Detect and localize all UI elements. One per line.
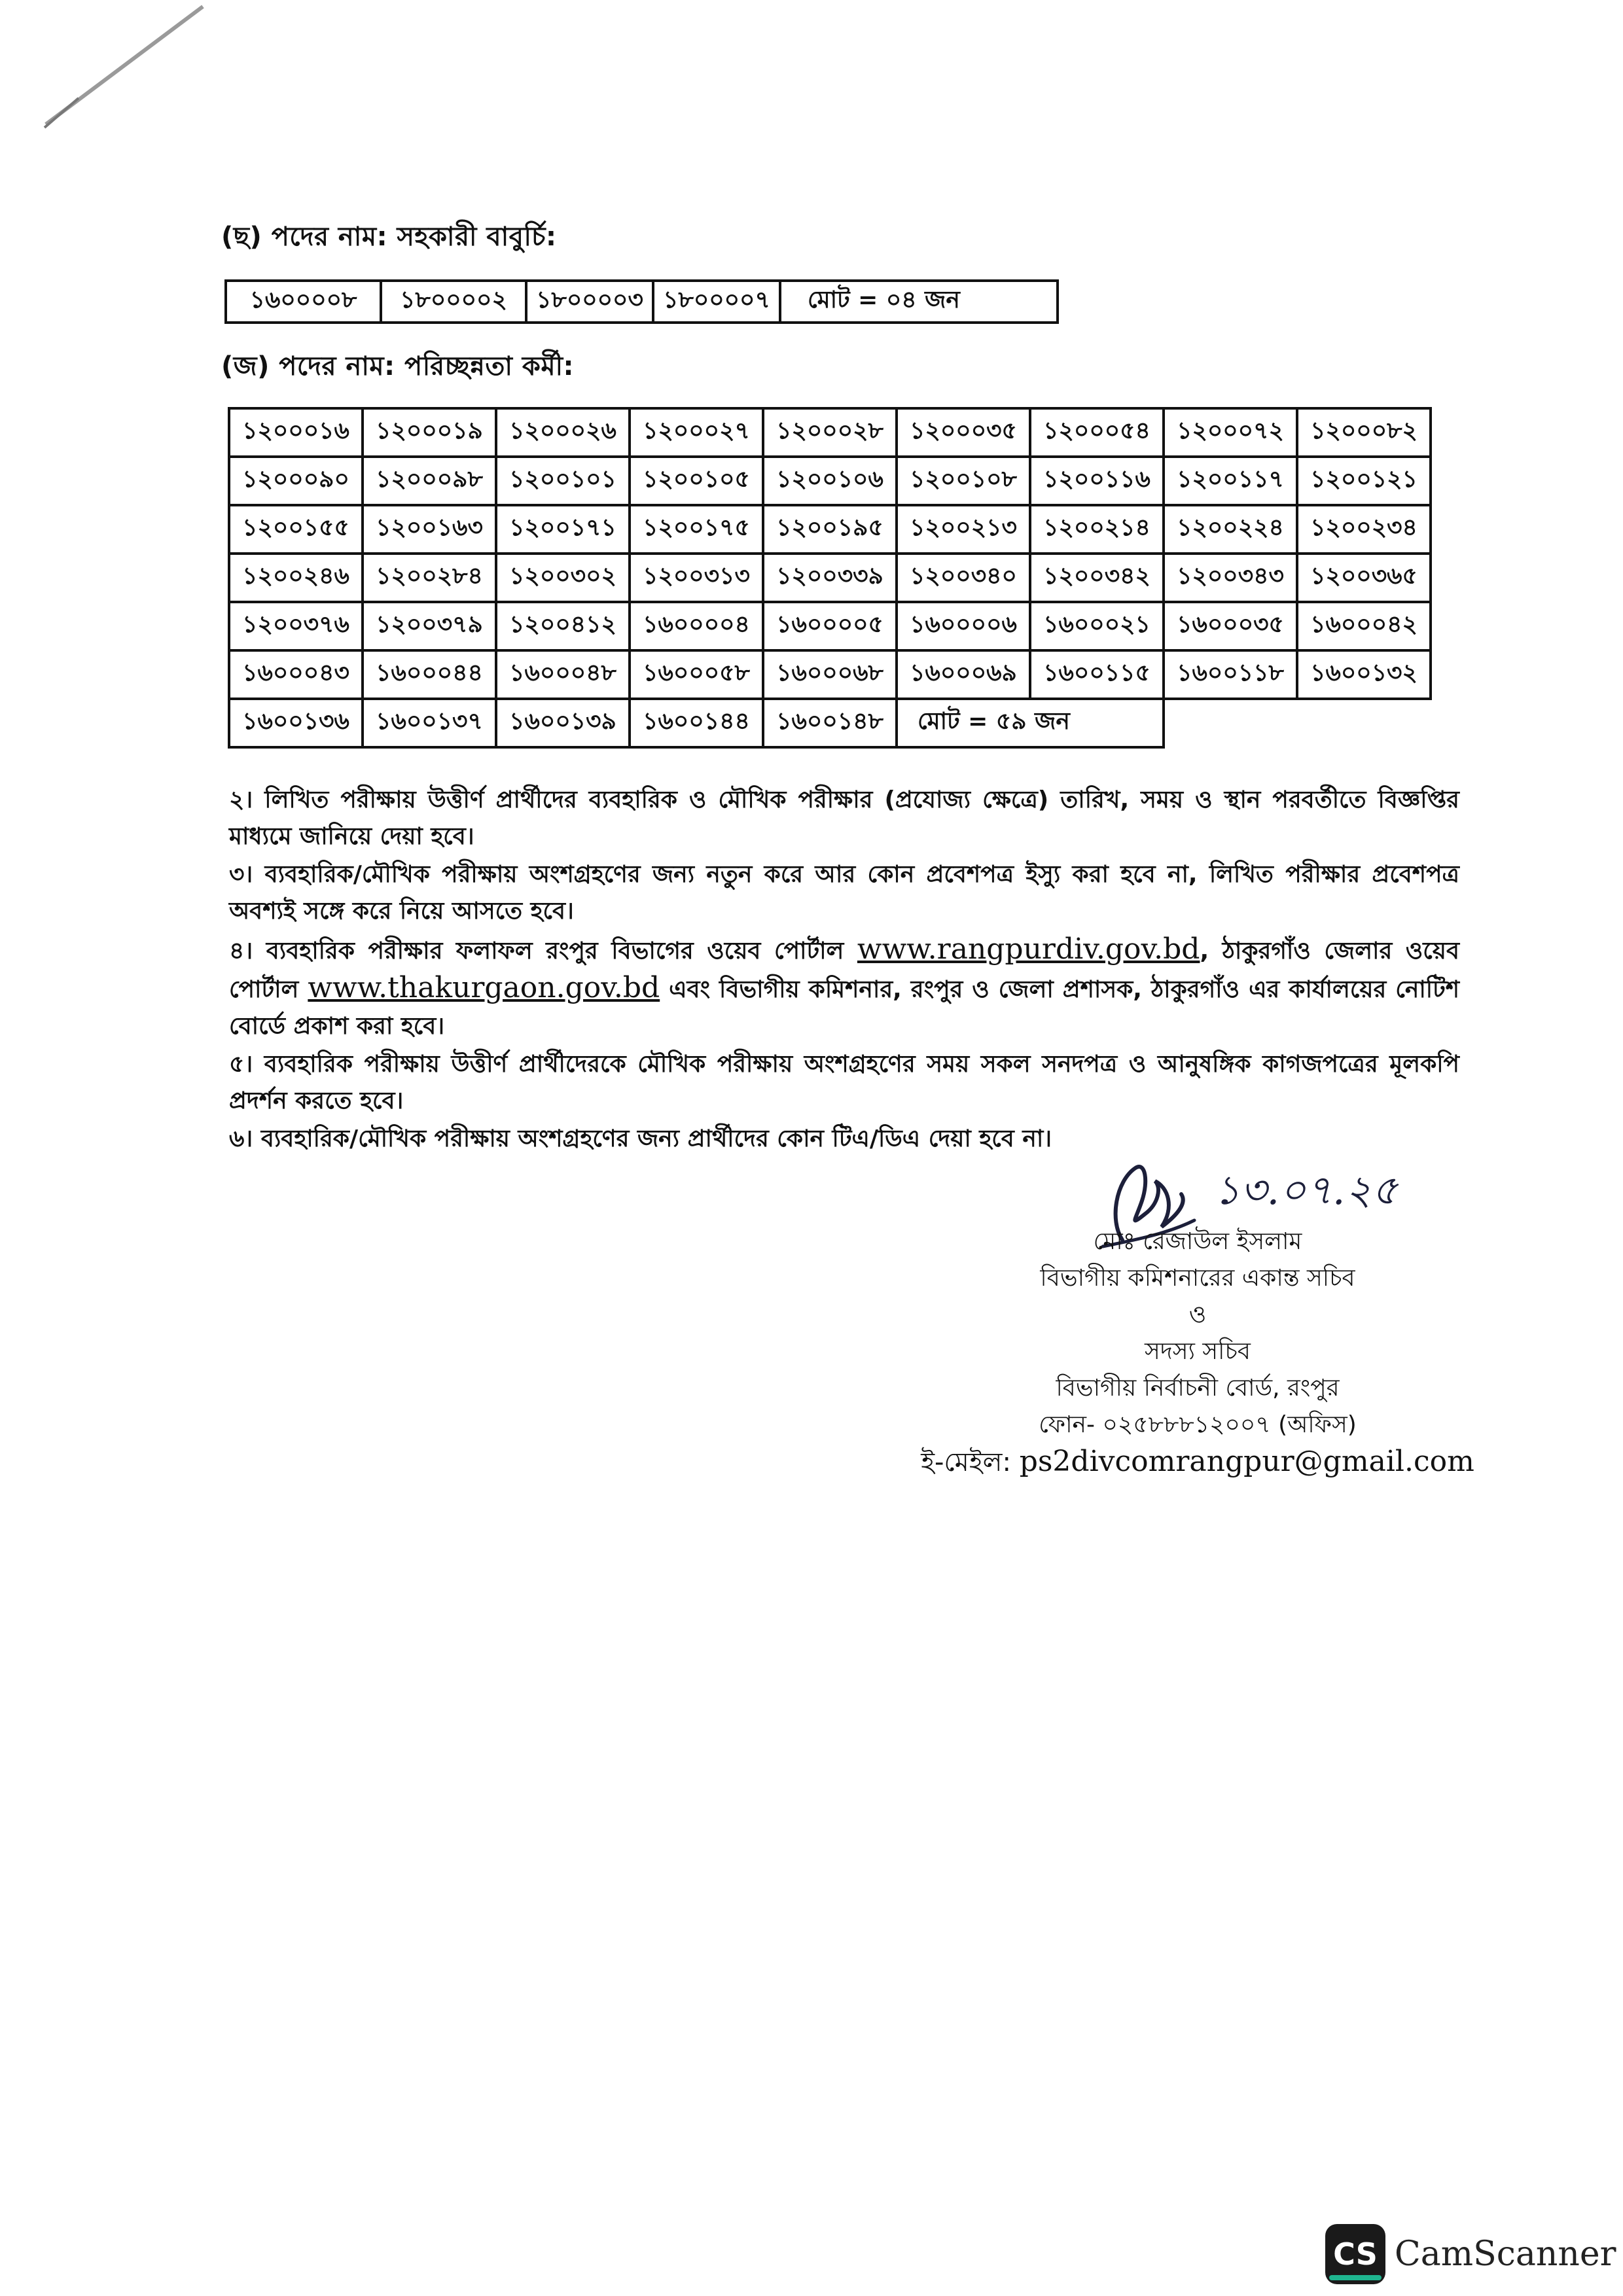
table-row (229, 554, 1431, 602)
signatory-phone: ফোন- ০২৫৮৮৮১২০০৭ (অফিস) (1039, 1411, 1357, 1438)
roll-cell: ১২০০০৩৫ (897, 408, 1030, 457)
roll-cell: ১৬০০০৪৮ (496, 650, 630, 699)
section-cha-heading: (ছ) পদের নাম: সহকারী বাবুর্চি: (221, 222, 557, 252)
table-row (229, 408, 1431, 457)
roll-cell: ১২০০২৪৬ (229, 554, 363, 602)
signatory-name: মোঃ রেজাউল ইসলাম (1093, 1228, 1302, 1255)
section-ja-roll-table (228, 407, 1432, 749)
roll-cell: ১৬০০০০৬ (897, 602, 1030, 650)
empty-cell (1164, 699, 1297, 747)
roll-cell: ১৬০০১১৫ (1030, 650, 1164, 699)
note-3: ৩। ব্যবহারিক/মৌখিক পরীক্ষায় অংশগ্রহণের জন্য নতুন করে আর কোন প্রবেশপত্র ইস্যু করা হবে না, লিখিত পরীক্ষার প্রবেশপত্র অবশ্যই সঙ্গে করে নিয়ে আসতে হবে। (229, 861, 1459, 925)
note-6: ৬। ব্যবহারিক/মৌখিক পরীক্ষায় অংশগ্রহণের জন্য প্রার্থীদের কোন টিএ/ডিএ দেয়া হবে না। (229, 1125, 1052, 1152)
roll-cell: ১২০০৩৪০ (897, 554, 1030, 602)
roll-cell: ১২০০২১৪ (1030, 505, 1164, 554)
note-4-text-b: , ঠাকুরগাঁও জেলার ওয়েব পোর্টাল (229, 938, 1460, 1003)
roll-cell: ১৬০০০৪৩ (229, 650, 363, 699)
roll-cell: ১২০০০৯০ (229, 457, 363, 505)
roll-cell: ১৬০০১১৮ (1164, 650, 1297, 699)
roll-cell: ১২০০১০৮ (897, 457, 1030, 505)
empty-cell (1297, 699, 1431, 747)
roll-cell: ১২০০৩৬৫ (1297, 554, 1431, 602)
roll-cell: ১২০০০৮২ (1297, 408, 1431, 457)
note-4-text-a: ৪। ব্যবহারিক পরীক্ষার ফলাফল রংপুর বিভাগের ওয়েব পোর্টাল (229, 938, 844, 964)
total-cell: মোট = ০৪ জন (780, 281, 1058, 323)
roll-cell: ১৬০০০৩৫ (1164, 602, 1297, 650)
roll-cell: ১২০০১৬৩ (363, 505, 496, 554)
roll-cell: ১৮০০০০৩ (526, 281, 653, 323)
roll-cell: ১৬০০১৩৬ (229, 699, 363, 747)
roll-cell: ১৬০০০৬৮ (763, 650, 897, 699)
roll-cell: ১২০০০১৯ (363, 408, 496, 457)
signatory-block (916, 1224, 1479, 1481)
roll-cell: ১২০০১১৭ (1164, 457, 1297, 505)
roll-cell: ১২০০০৭২ (1164, 408, 1297, 457)
table-row (229, 699, 1431, 747)
roll-cell: ১২০০১০৬ (763, 457, 897, 505)
roll-cell: ১৬০০১৩২ (1297, 650, 1431, 699)
roll-cell: ১৮০০০০২ (381, 281, 526, 323)
roll-cell: ১২০০০২৬ (496, 408, 630, 457)
roll-cell: ১৬০০১৩৯ (496, 699, 630, 747)
note-5: ৫। ব্যবহারিক পরীক্ষায় উত্তীর্ণ প্রার্থীদেরকে মৌখিক পরীক্ষায় অংশগ্রহণের সময় সকল সনদপত্র ও আনুষঙ্গিক কাগজপত্রের মূলকপি প্রদর্শন করতে হবে। (229, 1051, 1459, 1114)
signatory-email-line (916, 1443, 1479, 1481)
total-cell: মোট = ৫৯ জন (897, 699, 1164, 747)
note-2: ২। লিখিত পরীক্ষায় উত্তীর্ণ প্রার্থীদের ব্যবহারিক ও মৌখিক পরীক্ষার (প্রযোজ্য ক্ষেত্রে) তারিখ, সময় ও স্থান পরবর্তীতে বিজ্ঞপ্তির মাধ্যমে জানিয়ে দেয়া হবে। (229, 786, 1459, 850)
signatory-designation: বিভাগীয় কমিশনারের একান্ত সচিব (1040, 1265, 1355, 1292)
section-ja-heading: (জ) পদের নাম: পরিচ্ছন্নতা কর্মী: (221, 351, 575, 381)
camscanner-watermark (1325, 2221, 1616, 2287)
roll-cell: ১৬০০১৪৪ (630, 699, 763, 747)
roll-cell: ১২০০০৯৮ (363, 457, 496, 505)
roll-cell: ১২০০৩৭৬ (229, 602, 363, 650)
roll-cell: ১২০০২৮৪ (363, 554, 496, 602)
section-cha-roll-table (224, 279, 1059, 324)
roll-cell: ১২০০০২৮ (763, 408, 897, 457)
roll-cell: ১২০০১৭৫ (630, 505, 763, 554)
roll-cell: ১৬০০০৪৪ (363, 650, 496, 699)
roll-cell: ১২০০১৫৫ (229, 505, 363, 554)
roll-cell: ১৬০০০০৪ (630, 602, 763, 650)
roll-cell: ১২০০০৫৪ (1030, 408, 1164, 457)
roll-cell: ১২০০৩৪৩ (1164, 554, 1297, 602)
thakurgaon-portal-link[interactable]: www.thakurgaon.gov.bd (308, 971, 660, 1004)
roll-cell: ১২০০৩০২ (496, 554, 630, 602)
paper-fold-mark (39, 0, 209, 131)
table-row (226, 281, 1058, 323)
roll-cell: ১৬০০১৪৮ (763, 699, 897, 747)
roll-cell: ১৮০০০০৭ (653, 281, 780, 323)
email-label: ই-মেইল: (921, 1447, 1011, 1477)
roll-cell: ১২০০১১৬ (1030, 457, 1164, 505)
table-row (229, 505, 1431, 554)
roll-cell: ১২০০২৩৪ (1297, 505, 1431, 554)
roll-cell: ১৬০০০২১ (1030, 602, 1164, 650)
email-address[interactable]: ps2divcomrangpur@gmail.com (1019, 1445, 1474, 1478)
table-row (229, 457, 1431, 505)
camscanner-text: CamScanner (1395, 2234, 1616, 2274)
roll-cell: ১৬০০০৪২ (1297, 602, 1431, 650)
signatory-conjunction: ও (1188, 1301, 1207, 1328)
roll-cell: ১২০০০১৬ (229, 408, 363, 457)
rangpurdiv-portal-link[interactable]: www.rangpurdiv.gov.bd (857, 932, 1200, 966)
roll-cell: ১৬০০১৩৭ (363, 699, 496, 747)
table-row (229, 602, 1431, 650)
handwritten-date: ১৩.০৭.২৫ (1214, 1166, 1399, 1214)
signatory-role: সদস্য সচিব (1145, 1338, 1251, 1365)
table-row (229, 650, 1431, 699)
roll-cell: ১২০০১২১ (1297, 457, 1431, 505)
roll-cell: ১২০০১৯৫ (763, 505, 897, 554)
roll-cell: ১৬০০০৬৯ (897, 650, 1030, 699)
note-4 (229, 931, 1459, 1045)
signatory-board: বিভাগীয় নির্বাচনী বোর্ড, রংপুর (1056, 1375, 1340, 1402)
roll-cell: ১২০০৩৭৯ (363, 602, 496, 650)
roll-cell: ১২০০১৭১ (496, 505, 630, 554)
note-4-text-c: এবং বিভাগীয় কমিশনার, রংপুর ও জেলা প্রশাসক, ঠাকুরগাঁও এর কার্যালয়ের নোটিশ বোর্ডে প্রকাশ করা হবে। (229, 976, 1459, 1040)
notes-list (229, 782, 1459, 1159)
roll-cell: ১৬০০০০৫ (763, 602, 897, 650)
roll-cell: ১৬০০০০৮ (226, 281, 381, 323)
roll-cell: ১২০০১০১ (496, 457, 630, 505)
camscanner-logo-icon: CS (1325, 2224, 1385, 2284)
roll-cell: ১২০০৪১২ (496, 602, 630, 650)
roll-cell: ১২০০১০৫ (630, 457, 763, 505)
roll-cell: ১৬০০০৫৮ (630, 650, 763, 699)
roll-cell: ১২০০৩১৩ (630, 554, 763, 602)
roll-cell: ১২০০৩৩৯ (763, 554, 897, 602)
roll-cell: ১২০০২২৪ (1164, 505, 1297, 554)
roll-cell: ১২০০৩৪২ (1030, 554, 1164, 602)
roll-cell: ১২০০২১৩ (897, 505, 1030, 554)
roll-cell: ১২০০০২৭ (630, 408, 763, 457)
